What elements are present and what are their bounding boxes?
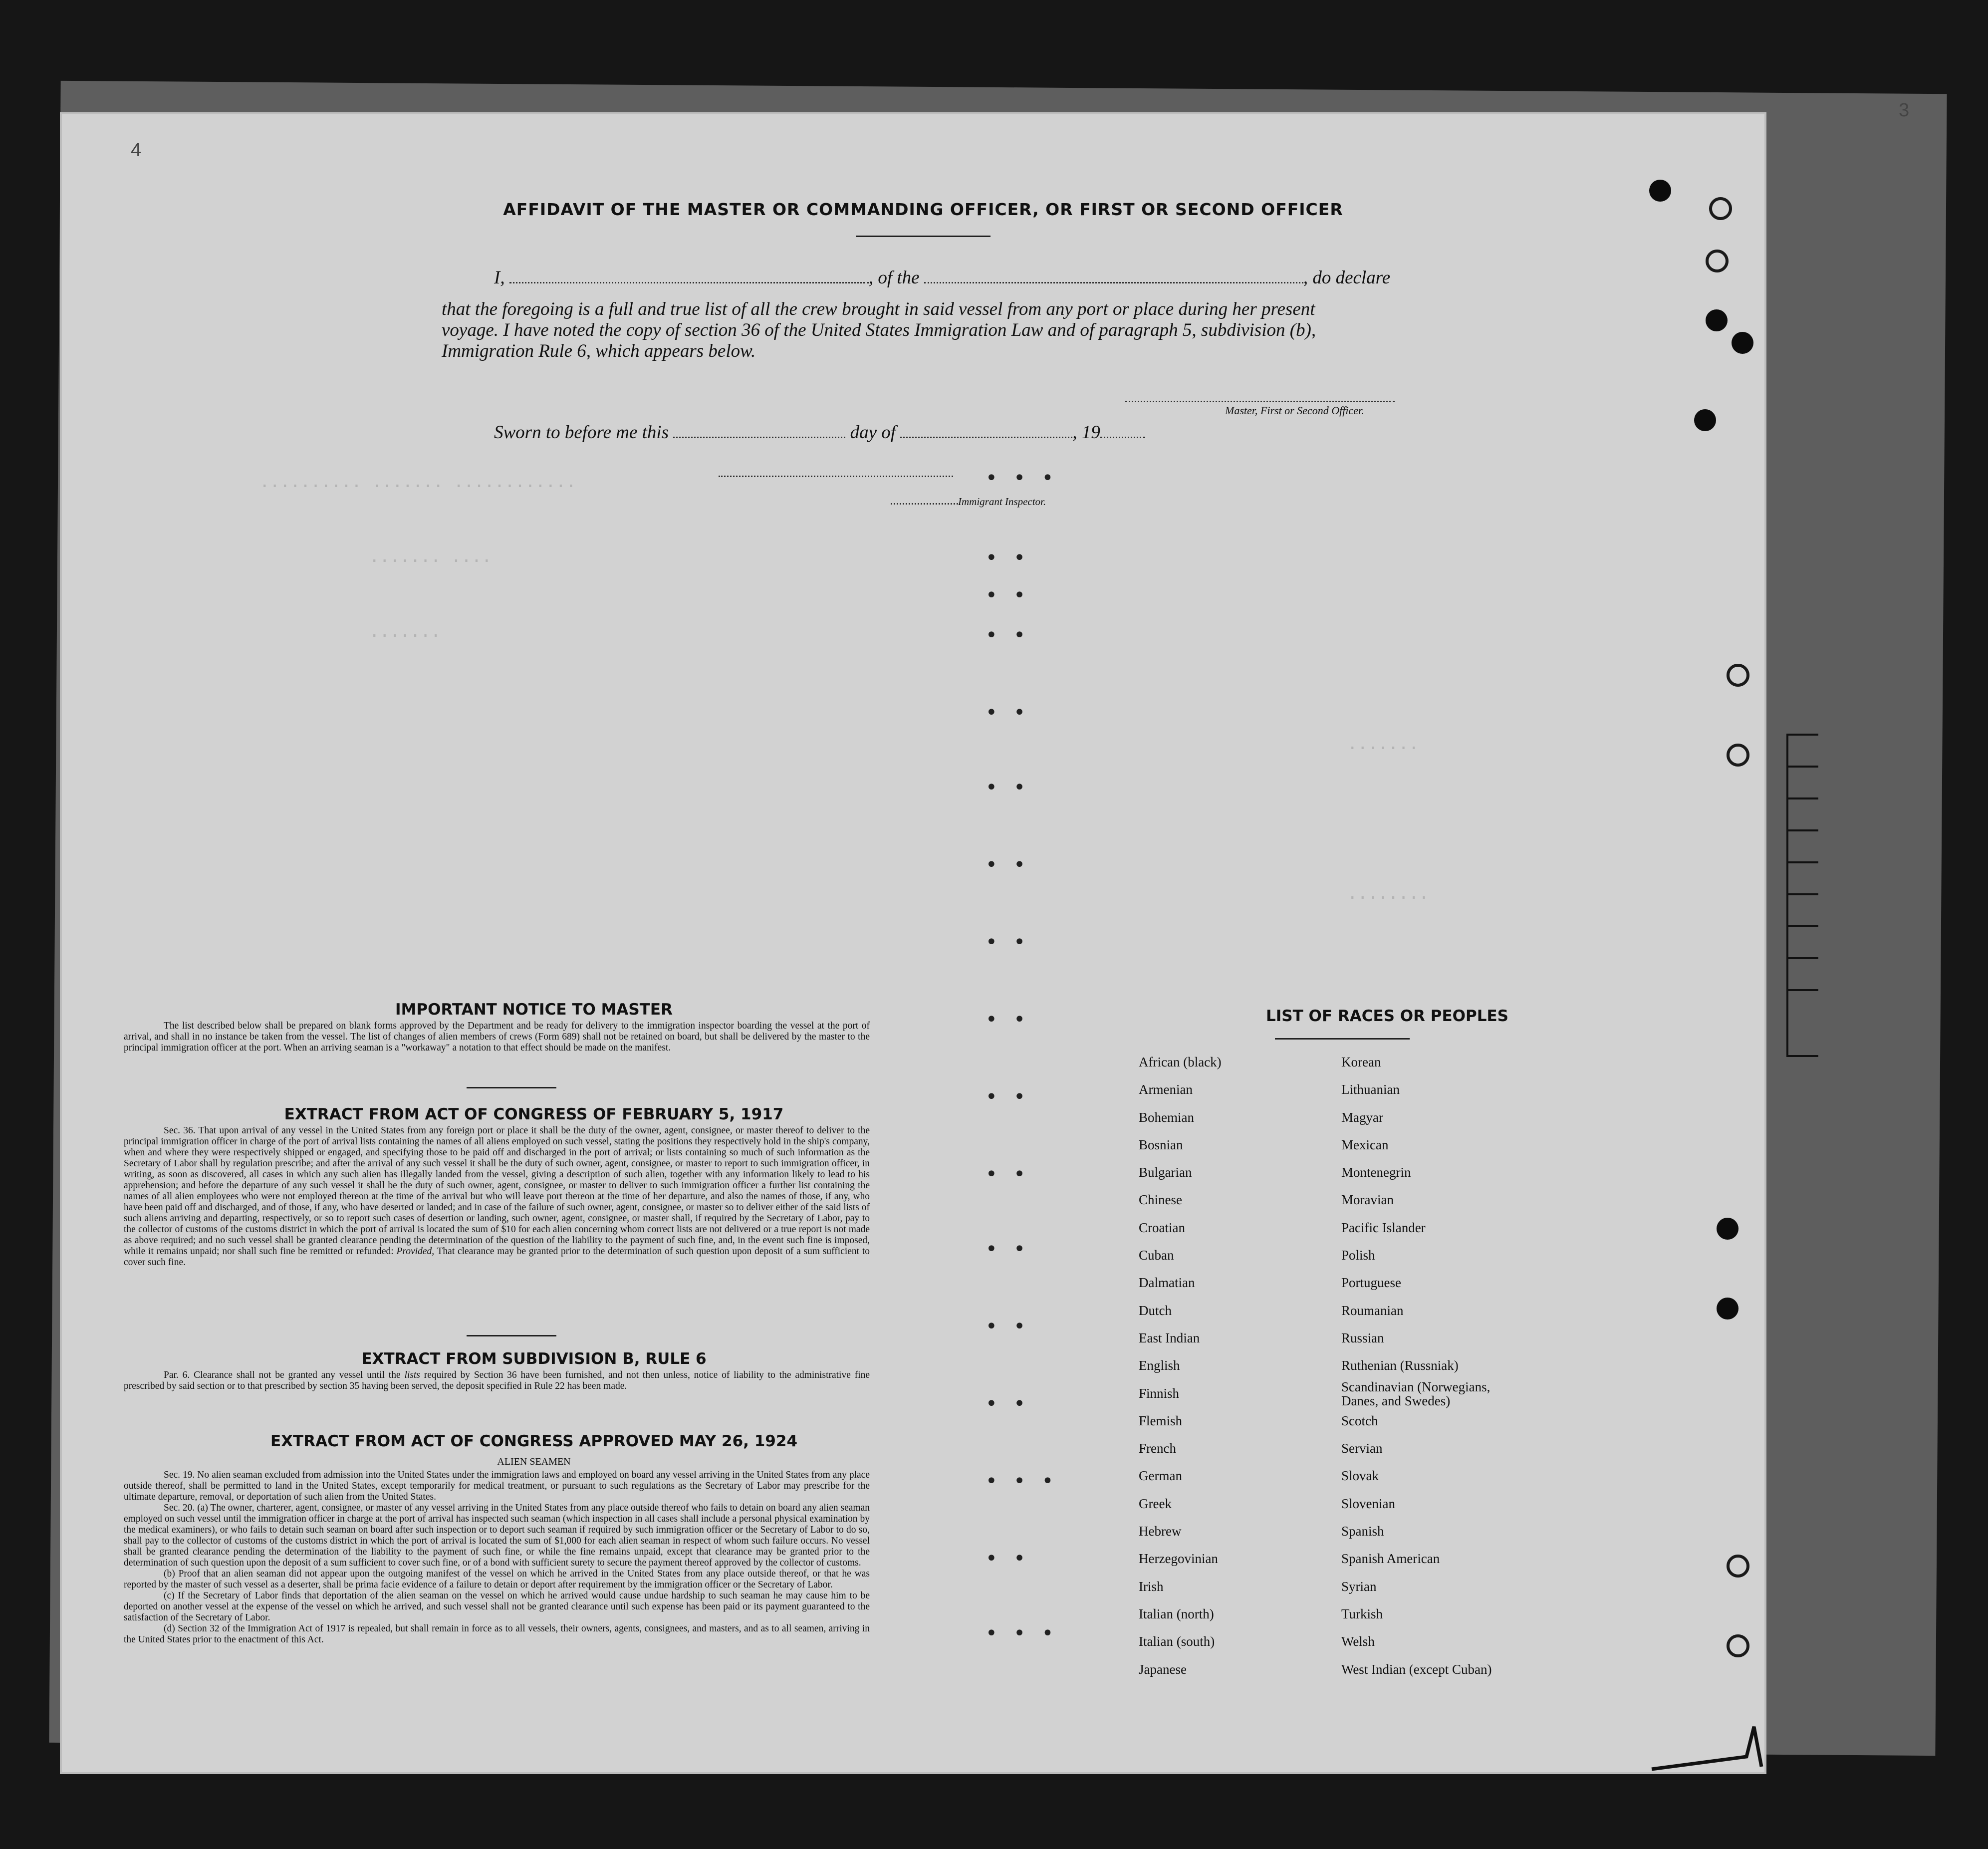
races-column-2 xyxy=(1341,1049,1521,1683)
race-item: Herzegovinian xyxy=(1139,1551,1218,1567)
race-item: French xyxy=(1139,1441,1176,1456)
punch-hole xyxy=(1717,1298,1739,1320)
inspector-blank[interactable] xyxy=(891,499,958,505)
fold-dots: • • xyxy=(986,1315,1030,1338)
races-title: LIST OF RACES OR PEOPLES xyxy=(1265,1007,1509,1025)
fold-dots: • • xyxy=(986,584,1030,607)
notice-body: The list described below shall be prepared on blank forms approved by the Department and be ready for delivery to the immigration inspector boarding the vessel at the port of arrival, and shall in no instance be taken from the vessel. The list of changes of alien members of crews (Form 689) shall not be retained on board, but shall be delivered by the master to the principal immigration officer at the port. When an arriving seaman is a "workaway" a notation to that effect should be made on the manifest. xyxy=(124,1021,870,1053)
races-divider xyxy=(1275,1038,1410,1040)
races-column-1 xyxy=(1139,1049,1222,1683)
bleed-through: ........ xyxy=(1347,883,1429,903)
punch-hole xyxy=(1727,664,1749,687)
race-item: Cuban xyxy=(1139,1248,1174,1263)
punch-hole xyxy=(1706,309,1728,331)
race-item: Bohemian xyxy=(1139,1109,1194,1125)
race-item: Dalmatian xyxy=(1139,1275,1195,1291)
race-item: Roumanian xyxy=(1341,1303,1404,1318)
extract-1917-body: Sec. 36. That upon arrival of any vessel in the United States from any foreign port or place it shall be the duty of the owner, agent, consignee, or master thereof to deliver to the principal immigration officer in charge of the port of arrival lists containing the names of all aliens employed on such vessel, stating the positions they respectively hold in the ship's company, when and where they were respectively shipped or engaged, and specifying those to be paid off and discharged in the port of arrival; or lists containing so much of such information as the Secretary of Labor shall by regulation prescribe; and after the arrival of any such vessel it shall be the duty of such owner, agent, consignee, or master to report to such immigration officer, in writing, as soon as discovered, all cases in which any such alien has illegally landed from the vessel, giving a description of such alien, together with any information likely to lead to his apprehension; and before the departure of any such vessel it shall be the duty of such owner, agent, consignee, or master to deliver to such immigration officer a further list containing the names of all alien employees who were not employed thereon at the time of the arrival but who will leave port thereon at the time of her departure, and also the names of those, if any, who have been paid off and discharged, and of those, if any, who have deserted or landed; and in case of the failure of such owner, agent, consignee, or master so to deliver either of the said lists of such aliens arriving and departing, respectively, or so to report such cases of desertion or landing, such owner, agent, consignee, or master shall, if required by the Secretary of Labor, pay to the collector of customs of the customs district in which the port of arrival is located the sum of $10 for each alien concerning whom correct lists are not delivered or a true report is not made as above required; and no such vessel shall be granted clearance pending the determination of the question of the liability to the payment of such fine, and, in the event such fine is imposed, while it remains unpaid; nor shall such fine be remitted or refunded: Provided, That clearance may be granted prior to the determination of such question upon deposit of a sum sufficient to cover such fine. xyxy=(124,1125,870,1268)
sworn-year-blank[interactable] xyxy=(1100,433,1145,438)
race-item: Chinese xyxy=(1139,1192,1182,1208)
race-item: Croatian xyxy=(1139,1220,1185,1235)
race-item: Russian xyxy=(1341,1330,1384,1345)
section-divider xyxy=(467,1335,556,1336)
extract-1924-title: EXTRACT FROM ACT OF CONGRESS APPROVED MAY 26, 1924 xyxy=(270,1432,798,1450)
punch-hole xyxy=(1727,744,1749,767)
race-item: Spanish xyxy=(1341,1524,1384,1539)
fold-dots: • • xyxy=(986,546,1030,569)
affidavit-line-1: I, , of the , do declare xyxy=(494,267,1391,288)
fold-dots: • • xyxy=(986,1547,1030,1570)
punch-hole xyxy=(1649,180,1671,202)
race-item: Pacific Islander xyxy=(1341,1220,1426,1235)
sec-20d: (d) Section 32 of the Immigration Act of 1917 is repealed, but shall remain in force as to all vessels, their owners, agents, consignees, and masters, and as to all seamen, arriving in the United States prior to the enactment of this Act. xyxy=(124,1623,870,1645)
race-item: Polish xyxy=(1341,1248,1375,1263)
fold-dots: • • xyxy=(986,701,1030,724)
race-item: Turkish xyxy=(1341,1606,1383,1621)
bleed-through: ....... xyxy=(1347,734,1419,754)
fold-dots: • • xyxy=(986,776,1030,799)
race-item: Scandinavian (Norwegians, Danes, and Swedes) xyxy=(1341,1379,1491,1408)
race-item: Welsh xyxy=(1341,1634,1375,1649)
name-blank[interactable] xyxy=(509,278,869,283)
race-item: Italian (north) xyxy=(1139,1606,1214,1621)
signature-blank[interactable] xyxy=(1125,397,1395,402)
race-item: Greek xyxy=(1139,1496,1172,1511)
punch-hole xyxy=(1694,409,1716,431)
race-item: Servian xyxy=(1341,1441,1383,1456)
race-item: Hebrew xyxy=(1139,1524,1182,1539)
fold-dots: • • xyxy=(986,1008,1030,1031)
extract-1917-title: EXTRACT FROM ACT OF CONGRESS OF FEBRUARY 5, 1917 xyxy=(284,1105,784,1123)
extract-1924-subtitle: ALIEN SEAMEN xyxy=(497,1456,571,1467)
notice-title: IMPORTANT NOTICE TO MASTER xyxy=(395,1001,673,1019)
affidavit-line-2: that the foregoing is a full and true list of all the crew brought in said vessel from any port or place during her present xyxy=(442,299,1315,319)
vessel-blank[interactable] xyxy=(924,278,1303,283)
extract-rule6-title: EXTRACT FROM SUBDIVISION B, RULE 6 xyxy=(361,1350,707,1368)
race-item: Montenegrin xyxy=(1341,1165,1411,1180)
sworn-day-blank[interactable] xyxy=(673,433,845,438)
race-item: Spanish American xyxy=(1341,1551,1440,1567)
race-item: West Indian (except Cuban) xyxy=(1341,1661,1492,1677)
bleed-through: .......... ....... ............ xyxy=(259,472,576,492)
bleed-through: ....... xyxy=(369,621,441,641)
race-item: Flemish xyxy=(1139,1413,1183,1428)
sec-20a: Sec. 20. (a) The owner, charterer, agent, consignee, or master of any vessel arriving in the United States from any place outside thereof who fails to detain on board any alien seaman employed on such vessel until the immigration officer in charge at the port of arrival has inspected such seaman (which inspection in all cases shall include a personal physical examination by the medical examiners), or who fails to detain such seaman on board after such inspection or to deport such seaman if required by such immigration officer or the Secretary of Labor to do so, shall pay to the collector of customs of the customs district in which the port of arrival is located the sum of $1,000 for each alien seaman in respect of whom such failure occurs. No vessel shall be granted clearance pending the determination of the liability to the payment of such fine, or while the fine remains unpaid, except that clearance may be granted prior to the determination of such question upon the deposit of a sum sufficient to cover such fine, or of a bond with sufficient surety to secure the payment thereof approved by the collector of customs. xyxy=(124,1503,870,1568)
race-item: Syrian xyxy=(1341,1579,1377,1594)
fold-dots: • • • xyxy=(986,1470,1059,1493)
race-item: Lithuanian xyxy=(1341,1082,1400,1097)
underlying-table-edge xyxy=(1786,734,1818,1057)
bleed-through: ....... .... xyxy=(369,546,492,566)
punch-hole xyxy=(1717,1218,1739,1240)
sworn-line: Sworn to before me this day of , 19 xyxy=(494,422,1145,443)
section-divider xyxy=(467,1087,556,1088)
race-item: Mexican xyxy=(1341,1137,1389,1152)
race-item: Dutch xyxy=(1139,1303,1172,1318)
sec-20c: (c) If the Secretary of Labor finds that deportation of the alien seaman on the vessel on which he arrived would cause undue hardship to such seaman he may cause him to be deported on another vessel at the expense of the vessel on which he arrived, and such vessel shall not be granted clearance until such expense has been paid or its payment guaranteed to the satisfaction of the Secretary of Labor. xyxy=(124,1590,870,1623)
extract-1924-body xyxy=(124,1470,870,1645)
punch-hole xyxy=(1727,1634,1749,1657)
race-item: Japanese xyxy=(1139,1661,1187,1677)
punch-hole xyxy=(1706,250,1729,272)
race-item: Magyar xyxy=(1341,1109,1383,1125)
race-item: Finnish xyxy=(1139,1385,1180,1401)
fold-dots: • • xyxy=(986,1085,1030,1108)
race-item: Bulgarian xyxy=(1139,1165,1192,1180)
race-item: Slovenian xyxy=(1341,1496,1395,1511)
race-item: English xyxy=(1139,1358,1180,1373)
race-item: Moravian xyxy=(1341,1192,1394,1208)
page-number-left: 4 xyxy=(131,140,142,161)
sworn-month-blank[interactable] xyxy=(900,433,1072,438)
sec-19: Sec. 19. No alien seaman excluded from admission into the United States under the immigration laws and employed on board any vessel arriving in the United States from any place outside thereof, shall be permitted to land in the United States, except temporarily for medical treatment, or pursuant to such regulations as the Secretary of Labor may prescribe for the ultimate departure, removal, or deportation of such alien from the United States. xyxy=(124,1470,870,1502)
inspector-label: Immigrant Inspector. xyxy=(958,496,1046,508)
page-number-right: 3 xyxy=(1899,100,1910,121)
fold-dots: • • xyxy=(986,931,1030,954)
fold-dots: • • xyxy=(986,624,1030,647)
sec-20b: (b) Proof that an alien seaman did not appear upon the outgoing manifest of the vessel on which he arrived in the United States from any place outside thereof, or that he was reported by the master of such vessel as a deserter, shall be prima facie evidence of a failure to detain or deport after requirement by the immigration officer or the Secretary of Labor. xyxy=(124,1569,870,1590)
race-item: Irish xyxy=(1139,1579,1164,1594)
race-item: Portuguese xyxy=(1341,1275,1401,1291)
punch-hole xyxy=(1727,1555,1749,1578)
pencil-mark xyxy=(1647,1717,1766,1777)
title-divider xyxy=(856,236,991,237)
affidavit-line-4: Immigration Rule 6, which appears below. xyxy=(442,341,756,361)
race-item: East Indian xyxy=(1139,1330,1200,1345)
affidavit-title: AFFIDAVIT OF THE MASTER OR COMMANDING OFFICER, OR FIRST OR SECOND OFFICER xyxy=(503,200,1343,219)
race-item: Scotch xyxy=(1341,1413,1378,1428)
extract-rule6-body: Par. 6. Clearance shall not be granted any vessel until the lists required by Section 36 have been furnished, and not then unless, notice of liability to the administrative fine prescribed by said section or to that prescribed by section 35 having been served, the deposit specified in Rule 22 has been made. xyxy=(124,1370,870,1391)
punch-hole xyxy=(1732,332,1753,354)
fold-dots: • • xyxy=(986,1238,1030,1261)
race-item: Ruthenian (Russniak) xyxy=(1341,1358,1459,1373)
race-item: African (black) xyxy=(1139,1055,1222,1069)
fold-dots: • • xyxy=(986,1392,1030,1415)
race-item: Italian (south) xyxy=(1139,1634,1215,1649)
fold-dots: • • xyxy=(986,853,1030,876)
punch-hole xyxy=(1709,197,1732,220)
race-item: Armenian xyxy=(1139,1082,1193,1097)
fold-dots: • • • xyxy=(986,1622,1059,1645)
race-item: Korean xyxy=(1341,1055,1381,1069)
fold-dots: • • • xyxy=(986,467,1059,490)
inspector-signature-blank[interactable] xyxy=(719,472,953,477)
race-item: Bosnian xyxy=(1139,1137,1183,1152)
fold-dots: • • xyxy=(986,1163,1030,1186)
signature-label: Master, First or Second Officer. xyxy=(1225,404,1364,417)
affidavit-line-3: voyage. I have noted the copy of section 36 of the United States Immigration Law and of paragraph 5, subdivision (b), xyxy=(442,320,1316,340)
race-item: Slovak xyxy=(1341,1468,1379,1484)
race-item: German xyxy=(1139,1468,1182,1484)
